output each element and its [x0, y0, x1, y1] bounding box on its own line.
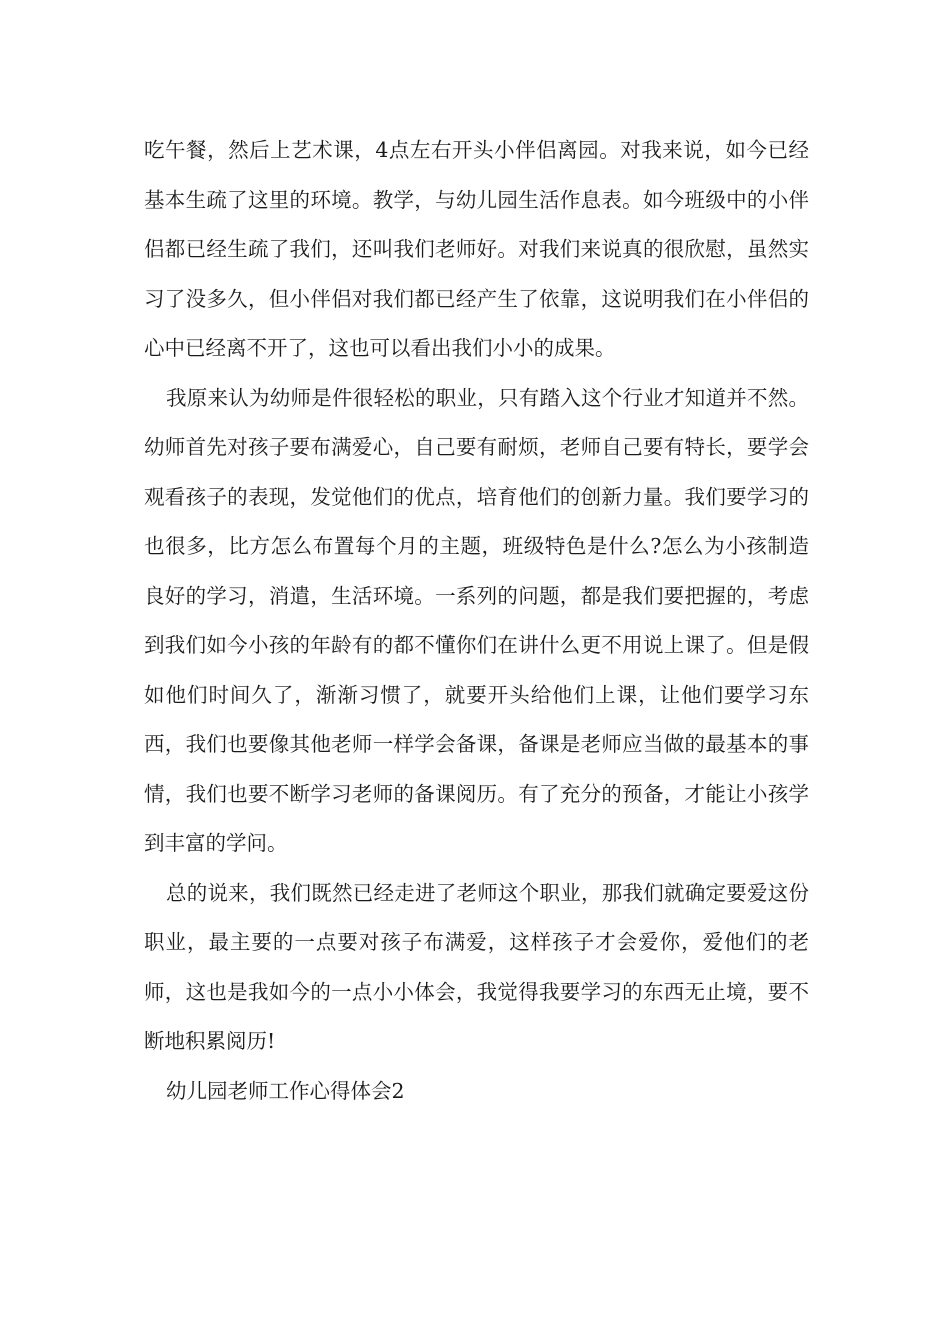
document-body: [144, 126, 809, 1116]
paragraph-1: 吃午餐，然后上艺术课，4点左右开头小伴侣离园。对我来说，如今已经基本生疏了这里的环境。教学，与幼儿园生活作息表。如今班级中的小伴侣都已经生疏了我们，还叫我们老师好。对我们来说真的很欣慰，虽然实习了没多久，但小伴侣对我们都已经产生了依靠，这说明我们在小伴侣的心中已经离不开了，这也可以看出我们小小的成果。: [144, 138, 809, 360]
paragraph-2: 我原来认为幼师是件很轻松的职业，只有踏入这个行业才知道并不然。幼师首先对孩子要布满爱心，自己要有耐烦，老师自己要有特长，要学会观看孩子的表现，发觉他们的优点，培育他们的创新力量。我们要学习的也很多，比方怎么布置每个月的主题，班级特色是什么?怎么为小孩制造良好的学习，消遣，生活环境。一系列的问题，都是我们要把握的，考虑到我们如今小孩的年龄有的都不懂你们在讲什么更不用说上课了。但是假如他们时间久了，渐渐习惯了，就要开头给他们上课，让他们要学习东西，我们也要像其他老师一样学会备课，备课是老师应当做的最基本的事情，我们也要不断学习老师的备课阅历。有了充分的预备，才能让小孩学到丰富的学问。: [144, 385, 809, 855]
section-heading: 幼儿园老师工作心得体会2: [166, 1078, 405, 1103]
paragraph-3: 总的说来，我们既然已经走进了老师这个职业，那我们就确定要爱这份职业，最主要的一点要对孩子布满爱，这样孩子才会爱你，爱他们的老师，这也是我如今的一点小小体会，我觉得我要学习的东西无止境，要不断地积累阅历!: [144, 880, 809, 1053]
